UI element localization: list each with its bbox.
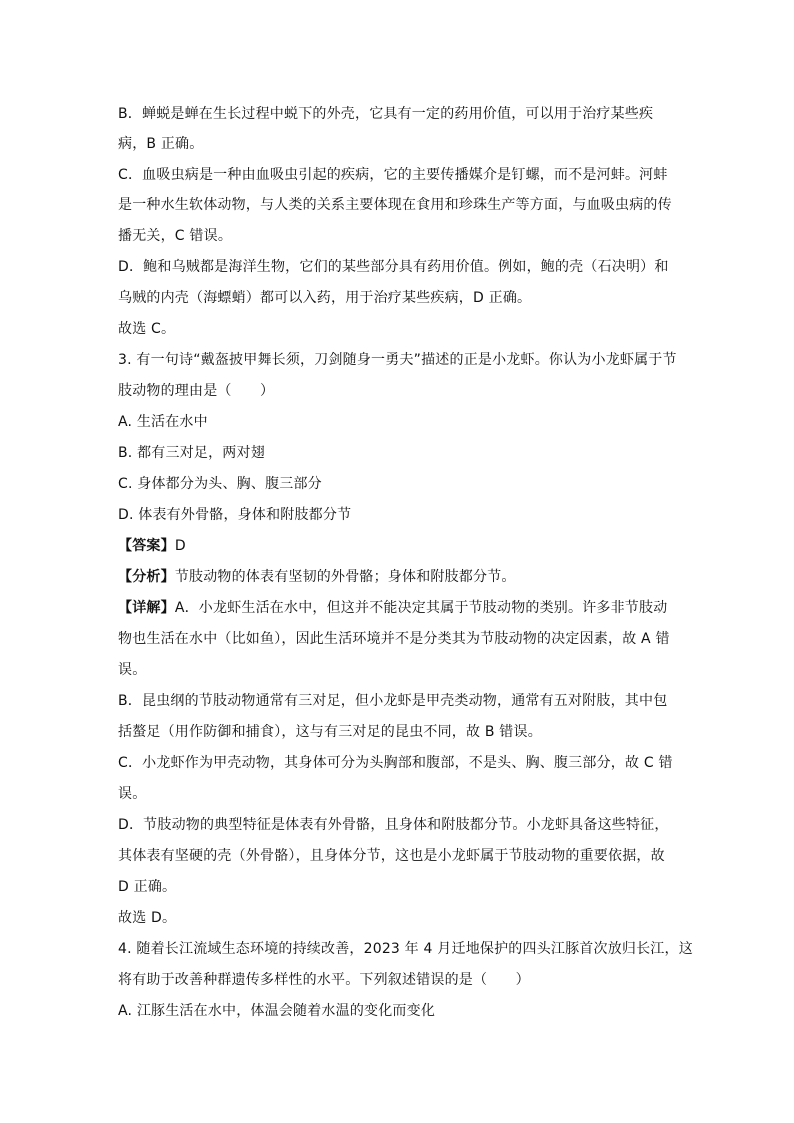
- paragraph-line: 误。: [118, 786, 147, 802]
- paragraph-line: B．蝉蜕是蝉在生长过程中蜕下的外壳，它具有一定的药用价值，可以用于治疗某些疾: [118, 106, 654, 122]
- question-stem: 将有助于改善种群遗传多样性的水平。下列叙述错误的是（ ）: [118, 972, 530, 988]
- answer-line: [118, 536, 678, 556]
- question-stem: 肢动物的理由是（ ）: [118, 383, 275, 399]
- paragraph-line: D．节肢动物的典型特征是体表有外骨骼，且身体和附肢都分节。小龙虾具备这些特征，: [118, 817, 669, 833]
- option-a: A. 江豚生活在水中，体温会随着水温的变化而变化: [118, 1003, 436, 1019]
- analysis-tag: 【分析】: [118, 569, 175, 585]
- answer-value: D: [174, 538, 186, 554]
- option-b: B. 都有三对足，两对翅: [118, 445, 265, 461]
- detail-line: [118, 598, 678, 618]
- paragraph-line: 播无关，C 错误。: [118, 228, 233, 244]
- paragraph-line: 病，B 正确。: [118, 136, 204, 152]
- answer-tag: 【答案】: [118, 538, 175, 554]
- paragraph-line: 故选 C。: [118, 321, 176, 337]
- analysis-text: 节肢动物的体表有坚韧的外骨骼；身体和附肢都分节。: [174, 569, 516, 585]
- paragraph-line: 括螯足（用作防御和捕食），这与有三对足的昆虫不同，故 B 错误。: [118, 724, 542, 740]
- paragraph-line: C．小龙虾作为甲壳动物，其身体可分为头胸部和腹部，不是头、胸、腹三部分，故 C 错: [118, 755, 673, 771]
- detail-tag: 【详解】: [118, 600, 175, 616]
- paragraph-line: 故选 D。: [118, 910, 177, 926]
- paragraph-line: C．血吸虫病是一种由血吸虫引起的疾病，它的主要传播媒介是钉螺，而不是河蚌。河蚌: [118, 167, 668, 183]
- option-c: C. 身体都分为头、胸、腹三部分: [118, 476, 322, 492]
- option-d: D. 体表有外骨骼，身体和附肢都分节: [118, 507, 352, 523]
- detail-text: A．小龙虾生活在水中，但这并不能决定其属于节肢动物的类别。许多非节肢动: [174, 600, 668, 616]
- question-stem: 3. 有一句诗“戴盔披甲舞长须，刀剑随身一勇夫”描述的正是小龙虾。你认为小龙虾属于节: [118, 352, 677, 368]
- paragraph-line: 物也生活在水中（比如鱼），因此生活环境并不是分类其为节肢动物的决定因素，故 A 错: [118, 631, 670, 647]
- paragraph-line: D．鲍和乌贼都是海洋生物，它们的某些部分具有药用价值。例如，鲍的壳（石决明）和: [118, 259, 669, 275]
- analysis-line: [118, 567, 678, 587]
- paragraph-line: D 正确。: [118, 879, 177, 895]
- paragraph-line: 是一种水生软体动物，与人类的关系主要体现在食用和珍珠生产等方面，与血吸虫病的传: [118, 197, 672, 213]
- paragraph-line: B．昆虫纲的节肢动物通常有三对足，但小龙虾是甲壳类动物，通常有五对附肢，其中包: [118, 693, 668, 709]
- paragraph-line: 其体表有坚硬的壳（外骨骼），且身体分节，这也是小龙虾属于节肢动物的重要依据，故: [118, 848, 665, 864]
- paragraph-line: 误。: [118, 662, 147, 678]
- paragraph-line: 乌贼的内壳（海螵蛸）都可以入药，用于治疗某些疾病，D 正确。: [118, 290, 532, 306]
- option-a: A. 生活在水中: [118, 414, 208, 430]
- question-stem: 4. 随着长江流域生态环境的持续改善，2023 年 4 月迁地保护的四头江豚首次放归长江，这: [118, 941, 693, 957]
